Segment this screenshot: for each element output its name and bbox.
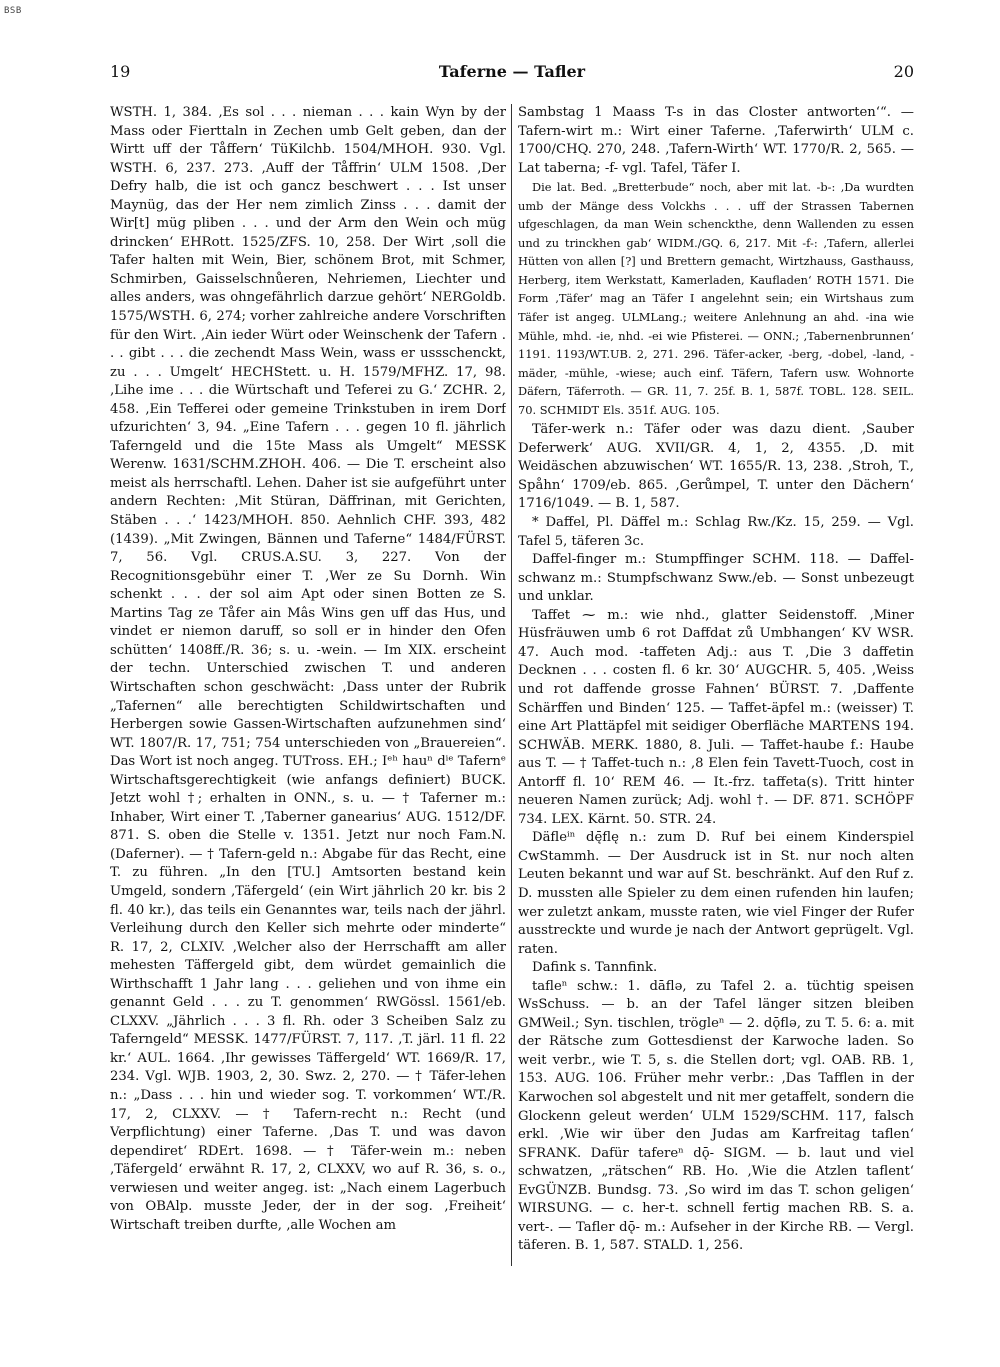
right-column	[518, 104, 914, 1344]
dictionary-text: WSTH. 1, 384. ‚Es sol . . . nieman . . . kain Wyn by der Mass oder Fierttaln in Zechen umb Gelt geben, dan der Wirtt uff der Tåffern‘ TüKilchb. 1504/MHOH. 930. Vgl. WSTH. 6, 237. 273. ‚Auff der Tåffrin‘ ULM 1508. ‚Der Defry halb, die ist och gancz beschwert . . . Ist unser Maynüg, das der Her nem zimlich Zinss . . . damit der Wir[t] müg pliben . . . und der Arm den Wein och müg drincken‘ EHRott. 1525/ZFS. 10, 258. Der Wirt ‚soll die Tafer halten mit Wein, Bier, schönem Brot, mit Schmer, Schmirben, Gaisselschnůeren, Nehriemen, Liechter und alles anders, was ohngefährlich darzue gehört‘ NERGoldb. 1575/WSTH. 6, 274; vorher zahlreiche andere Vorschriften für den Wirt. ‚Ain ieder Würt oder Weinschenk der Tafern . . . gibt . . . die zechendt Mass Wein, wass er ussschenckt, zu . . . Umgelt‘ HECHStett. u. H. 1579/MFHZ. 17, 98. ‚Lihe ime . . . die Würtschaft und Teferei zu G.‘ ZCHR. 2, 458. ‚Ein Tefferei oder gemeine Trinkstuben in irem Dorf ufzurichten‘ 3, 94. „Eine Tafern . . . gegen 10 fl. jährlich Taferngeld und die 15te Mass als Umgelt“ MESSK Werenw. 1631/SCHM.ZHOH. 406. — Die T. erscheint also meist als herrschaftl. Lehen. Daher ist sie aufgeführt unter andern Rechten: ‚Mit Stüran, Däffrinan, mit Gerichten, Stäben . . .‘ 1423/MHOH. 850. Aehnlich CHF. 393, 482 (1439). „Mit Zwingen, Bännen und Taferne“ 1484/FÜRST. 7, 56. Vgl. CRUS.A.SU. 3, 227. Von der Recognitionsgebühr einer T. ‚Wer ze Su Dornh. Win schenkt . . . der sol aim Apt oder sinen Botten ze S. Martins Tag ze Tåfer ain Mâs Wins gen uff das Hus, und vindet er niemon daruff, so soll er in hinder den Ofen schütten‘ 1408ff./R. 36; s. u. -wein. — Im XIX. erscheint der techn. Unterschied zwischen T. und anderen Wirtschaften schon geschwächt: ‚Dass unter der Rubrik „Tafernen“ alle berechtigten Schildwirtschaften und Herbergen sowie Gassen-Wirtschaften aufzunehmen sind‘ WT. 1807/R. 17, 751; 754 unterschieden von „Brauereien“. Das Wort ist noch angeg. TUTross. EH.; Iᵉʰ hauⁿ dⁱᵉ Tafernᵉ Wirtschaftsgerechtigkeit (wie anfangs definiert) BUCK. Jetzt wohl †; erhalten in ONN., s. u. — † Taferner m.: Inhaber, Wirt einer T. ‚Taberner ganearius‘ AUG. 1512/DF. 871. S. oben die Stelle v. 1351. Jetzt nur noch Fam.N. (Daferner). — † Tafern-geld n.: Abgabe für das Recht, eine T. zu führen. „In den [TU.] Amtsorten bestand kein Umgeld, sondern ‚Täfergeld‘ (ein Wirt jährlich 20 kr. bis 2 fl. 40 kr.), das teils ein Genanntes war, teils nach der jährl. Verleihung durch den Keller sich mehrte oder minderte“ R. 17, 2, CLXIV. ‚Welcher also der Herrschafft am aller mehesten Täffergeld gibt, dem würdet gemainlich die Wirthschafft 1 Jahr lang . . . geliehen und von ihme ein genannt Geld . . . zu T. genommen‘ RWGössl. 1561/eb. CLXXV. „Jährlich . . . 3 fl. Rh. oder 3 Scheiben Salz zu Taferngeld“ MESSK. 1477/FÜRST. 7, 117. ‚T. järl. 11 fl. 22 kr.‘ AUL. 1664. ‚Ihr gewisses Täffergeld‘ WT. 1669/R. 17, 234. Vgl. WJB. 1903, 2, 30. Swz. 2, 270. — † Täfer-lehen n.: „Dass . . . hin und wieder sog. T. vorkommen‘ WT./R. 17, 2, CLXXV. — † Tafern-recht n.: Recht (und Verpflichtung) einer Taferne. ‚Das T. und was davon dependiret‘ RDErt. 1698. — † Täfer-wein m.: neben ‚Täfergeld‘ erwähnt R. 17, 2, CLXXV, wo auf R. 36, s. o., verwiesen und weiter angeg. ist: „Nach einem Lagerbuch von OBAlp. musste Jeder, der in der sog. ‚Freiheit‘ Wirtschaft treiben durfte, ‚alle Wochen am	[110, 105, 506, 1233]
library-stamp: BSB	[4, 6, 22, 16]
dictionary-entry: Dafink s. Tannfink.	[532, 960, 658, 976]
dictionary-entry: * Daffel, Pl. Däffel m.: Schlag Rw./Kz. 15, 259. — Vgl. Tafel 5, täferen 3c.	[518, 515, 914, 549]
dictionary-note: Die lat. Bed. „Bretterbude“ noch, aber mit lat. -b-: ‚Da wurdten umb der Mänge dess Volckhs . . . uff der Strassen Tabernen ufgeschlagen, da man Wein schenckthe, denn Wallenden zu essen und zu trinckhen gab‘ WIDM./GQ. 6, 217. Mit -f-: ‚Tafern, allerlei Hütten von allen [?] und Brettern gemacht, Wirtzhauss, Gasthauss, Herberg, item Werkstatt, Kamerladen, Kaufladen‘ ROTH 1571. Die Form ‚Täfer‘ mag an Täfer I angelehnt sein; ein Wirtshaus zum Täfer ist angeg. ULMLang.; weitere Anlehnung an ahd. -ina wie Mühle, mhd. -ie, nhd. -ei wie Pfisterei. — ONN.; ‚Tabernenbrunnen‘ 1191. 1193/WT.UB. 2, 271. 296. Täfer-acker, -berg, -dobel, -land, -mäder, -mühle, -wiese; auch einf. Täfern, Tafern usw. Wohnorte Däfern, Täferroth. — GR. 11, 7. 25f. B. 1, 587f. TOBL. 128. SEIL. 70. SCHMIDT Els. 351f. AUG. 105.	[518, 180, 914, 417]
dictionary-entry: Däfleⁱⁿ dę̄flę n.: zum D. Ruf bei einem Kinderspiel CwStammh. — Der Ausdruck ist in St. nur noch alten Leuten bekannt und war auf St. beschränkt. Auf den Ruf z. D. mussten alle Spieler zu dem einen rufenden hin laufen; wer zuletzt ankam, musste raten, wie viel Finger der Rufer ausstreckte und wurde je nach der Antwort geprügelt. Vgl. raten.	[518, 830, 914, 957]
right-page-number: 20	[893, 62, 914, 81]
running-title: Taferne — Tafler	[438, 62, 586, 81]
dictionary-text: Sambstag 1 Maass T-s in das Closter antworten‘“. — Tafern-wirt m.: Wirt einer Taferne. ‚Taferwirth‘ ULM c. 1700/CHQ. 270, 248. ‚Tafern-Wirth‘ WT. 1770/R. 2, 565. — Lat taberna; -f- vgl. Tafel, Täfer I.	[518, 105, 914, 176]
dictionary-entry: Taffet ⁓ m.: wie nhd., glatter Seidenstoff. ‚Miner Hüsfräuwen umb 6 rot Daffdat zů Umbhangen‘ KV WSR. 47. Auch mod. -taffeten Adj.: aus T. ‚Die 3 daffetin Decknen . . . costen fl. 6 kr. 30‘ AUGCHR. 5, 405. ‚Weiss und rot daffende grosse Fahnen‘ BÜRST. 7. ‚Daffente Schärffen und Binden‘ 125. — Taffet-äpfel m.: (weisser) T. eine Art Plattäpfel mit seidiger Oberfläche MARTENS 194. SCHWÄB. MERK. 1880, 8. Juli. — Taffet-haube f.: Haube aus T. — † Taffet-tuch n.: ‚8 Elen fein Tavett-Tuoch, cost in Antorff fl. 10‘ REM 46. — It.-frz. taffeta(s). Tritt hinter neueren Namen zurück; Adj. wohl †. — DF. 871. SCHÖPF 734. LEX. Kärnt. 50. STR. 24.	[518, 607, 914, 827]
left-page-number: 19	[110, 62, 131, 81]
dictionary-entry: Daffel-finger m.: Stumpffinger SCHM. 118. — Daffel-schwanz m.: Stumpfschwanz Sww./eb. — Sonst unbezeugt und unklar.	[518, 552, 914, 605]
left-column	[110, 104, 506, 1344]
page-header	[110, 58, 914, 86]
column-divider	[511, 104, 512, 1266]
dictionary-entry: Täfer-werk n.: Täfer oder was dazu dient. ‚Sauber Deferwerk‘ AUG. XVII/GR. 4, 1, 2, 4355. ‚D. mit Weidäschen abzuwischen‘ WT. 1655/R. 13, 238. ‚Stroh, T., Spåhn‘ 1709/eb. 865. ‚Gerůmpel, T. unter den Dächern‘ 1716/1049. — B. 1, 587.	[518, 422, 914, 512]
dictionary-entry: tafleⁿ schw.: 1. dāflə, zu Tafel 2. a. tüchtig speisen WsSchuss. — b. an der Tafel länger sitzen bleiben GMWeil.; Syn. tischlen, trögleⁿ — 2. dǭflə, zu T. 5. 6: a. mit der Rätsche zum Gottesdienst der Karwoche laden. So weit verbr., wie T. 5, s. die Stellen dort; vgl. OAB. RB. 1, 153. AUG. 106. Früher mehr verbr.: ‚Das Tafflen in der Karwochen sol abgestelt und nit mer getaffelt, sondern die Glockenn geleut werden‘ ULM 1529/SCHM. 117, falsch erkl. ‚Wie wir über den Judas am Karfreitag taflen‘ SFRANK. Dafür tafereⁿ dǭ- SIGM. — b. laut und viel schwatzen, „rätschen“ RB. Ho. ‚Wie die Atzlen taflent‘ EvGÜNZB. Bundsg. 73. ‚So wird im das T. schon geligen‘ WIRSUNG. — c. her-t. schnell fertig machen RB. S. a. vert-. — Tafler dǭ- m.: Aufseher in der Kirche RB. — Vergl. täferen. B. 1, 587. STALD. 1, 256.	[518, 978, 914, 1254]
